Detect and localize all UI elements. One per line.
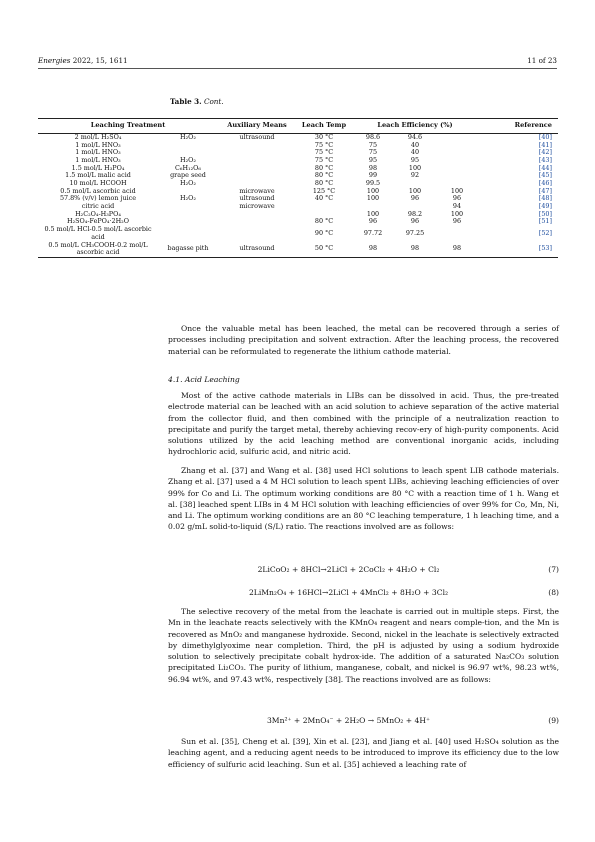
table-cell-aux [218, 157, 296, 165]
table-cell-reagent: grape seed [170, 171, 206, 180]
table-cell-reagent [158, 142, 218, 150]
table-cell-treat: 2 mol/L H₂SO₄ [74, 132, 122, 141]
table-cell-e2: 40 [410, 148, 420, 157]
table-cell-aux: microwave [239, 202, 275, 211]
table-cell-reagent [158, 203, 218, 211]
table-cell-e1: 100 [366, 194, 380, 203]
table-cell-treat: citric acid [81, 202, 115, 211]
equation-8 [168, 588, 559, 600]
table-cell-e3 [436, 149, 478, 157]
equation-8-number: (8) [548, 588, 559, 597]
table-cell-e1: 98 [368, 163, 378, 172]
table-cell-e1: 97.72 [363, 229, 383, 237]
table-cell-ref: [48] [538, 194, 552, 203]
table-cell-aux [218, 142, 296, 150]
paragraph-2: Most of the active cathode materials in LIBs can be dissolved in acid. Thus, the pre-treated electrode material can be leached with an acid solution to achieve separation of the active material from the collector fluid, and then combined with the principle of a neutralization reaction to precipitate and purify the target metal, thereby achieving recov-ery of high-purity components. Acid solutions utilized by the acid leaching method are conventional inorganic acids, including hydrochloric acid, sulfuric acid, and nitric acid. [168, 391, 559, 457]
table-cell-e2: 94.6 [407, 132, 423, 141]
equation-9 [168, 716, 559, 728]
table-header-row [38, 119, 558, 134]
running-header-citation [38, 56, 128, 65]
equation-9-formula: 3Mn²⁺ + 2MnO₄⁻ + 2H₂O → 5MnO₂ + 4H⁺ [266, 716, 431, 725]
table-cell-e1: 96 [368, 217, 378, 226]
table-cell-e3 [436, 133, 478, 141]
col-header: Auxiliary Means [218, 119, 296, 134]
equation-7-formula: 2LiCoO₂ + 8HCl→2LiCl + 2CoCl₂ + 4H₂O + Cl₂ [257, 565, 440, 574]
table-cell-ref: [44] [538, 163, 552, 172]
journal-citation: 2022, 15, 1611 [72, 56, 128, 65]
table-cell-treat: 1 mol/L HNO₃ [75, 155, 121, 164]
table-cell-e2: 98 [394, 242, 436, 258]
table-cell-e2: 96 [410, 194, 420, 203]
table-cell-treat: 1.5 mol/L malic acid [65, 171, 131, 180]
paragraph-3: Zhang et al. [37] and Wang et al. [38] used HCl solutions to leach spent LIB cathode materials. Zhang et al. [37] used a 4 M HCl solution to leach spent LIBs, achieving leaching efficiencies of over 99% for Co and Li. The optimum working conditions are 80 °C with a reaction time of 1 h. Wang et al. [38] leached spent LIBs in 4 M HCl solution with leaching efficiencies of over 99% for Co, Mn, Ni, and Li. The optimum working conditions are an 80 °C leaching temperature, 1 h leaching time, and a 0.02 g/mL solid-to-liquid (S/L) ratio. The reactions involved are as follows: [168, 466, 559, 532]
page-number: 11 of 23 [527, 56, 557, 65]
table-cell-treat: 0.5 mol/L ascorbic acid [60, 186, 136, 195]
table-cell-ref: [49] [538, 202, 552, 211]
table-cell-e1: 95 [368, 155, 378, 164]
table-cell-treat: 10 mol/L HCOOH [69, 179, 127, 188]
table-cell-treat: 57.8% (v/v) lemon juice [59, 194, 137, 203]
table-cell-e3: 98 [436, 242, 478, 258]
table-cell-aux: microwave [239, 186, 275, 195]
section-heading: 4.1. Acid Leaching [168, 375, 240, 384]
equation-8-formula: 2LiMn₂O₄ + 16HCl→2LiCl + 4MnCl₂ + 8H₂O + 3Cl₂ [248, 588, 449, 597]
equation-7-number: (7) [548, 565, 559, 574]
col-header: Reference [478, 119, 558, 134]
table-cell-reagent [158, 211, 218, 219]
table-cell-e3: 100 [450, 209, 464, 218]
table-cell-aux [218, 218, 296, 226]
table-cell-treat: 0.5 mol/L CH₃COOH-0.2 mol/L ascorbic acid [38, 242, 158, 258]
table-cell-treat: H₂SO₄-FePO₄·2H₂O [67, 217, 129, 226]
table-cell-e1: 99.5 [365, 179, 381, 188]
table-cell-e2: 40 [410, 140, 420, 149]
table-cell-reagent: H₂O₂ [180, 179, 196, 188]
table-cell-temp [296, 203, 352, 211]
table-cell-e3 [436, 157, 478, 165]
col-header: Leach Efficiency (%) [352, 119, 478, 134]
table-row [38, 242, 558, 258]
table-cell-reagent: H₂O₂ [180, 155, 196, 164]
table-cell-reagent: C₆H₁₂O₆ [175, 163, 201, 172]
table-cell-temp: 75 °C [314, 148, 334, 157]
paragraph-4: The selective recovery of the metal from the leachate is carried out in multiple steps. First, the Mn in the leachate reacts selectively with the KMnO₄ reagent and nears comple-tion, and the Mn is recovered as MnO₂ and manganese hydroxide. Second, nickel in the leachate is selectively extracted by dimethylglyoxime near completion. Third, the pH is adjusted by using a sodium hydroxide solution to selectively precipitate cobalt hydrox-ide. The addition of a saturated Na₂CO₃ solution precipitated Li₂CO₃. The purity of lithium, manganese, cobalt, and nickel is 96.97 wt%, 98.23 wt%, 96.94 wt%, and 97.43 wt%, respectively [38]. The reactions involved are as follows: [168, 607, 559, 684]
col-header: Leach Temp [296, 119, 352, 134]
table-cell-reagent [158, 218, 218, 226]
table-cell-reagent: bagasse pith [158, 242, 218, 258]
table-cell-ref: [47] [538, 186, 552, 195]
table-cell-e3 [436, 172, 478, 180]
table-cell-treat: 0.5 mol/L HCl-0.5 mol/L ascorbic acid [44, 225, 152, 241]
table-cell-e2: 96 [410, 217, 420, 226]
paragraph-5: Sun et al. [35], Cheng et al. [39], Xin et al. [23], and Jiang et al. [40] used H₂SO₄ solution as the leaching agent, and a reducing agent needs to be introduced to improve its efficiency due to the low efficiency of sulfuric acid leaching. Sun et al. [35] achieved a leaching rate of [168, 737, 559, 769]
table-cell-e3: 100 [450, 186, 464, 195]
table-cell-e2: 100 [408, 186, 422, 195]
table-cell-temp: 80 °C [314, 179, 334, 188]
table-cell-e3 [436, 142, 478, 150]
table-cell-temp: 80 °C [314, 163, 334, 172]
table-cell-temp: 75 °C [314, 140, 334, 149]
table-cell-reagent: H₂O₂ [180, 194, 196, 203]
table-cell-treat: H₂C₂O₄-H₃PO₄ [75, 209, 121, 218]
table-cell-ref: [46] [538, 179, 552, 188]
table-cell-e3 [436, 226, 478, 241]
table-cell-e3: 96 [452, 194, 462, 203]
equation-7 [168, 565, 559, 577]
table-cell-aux [218, 211, 296, 219]
table-cell-e1: 99 [368, 171, 378, 180]
table-cell-ref: [42] [538, 148, 552, 157]
table-cell-e2: 97.25 [405, 229, 425, 237]
table-cell-reagent [158, 226, 218, 241]
table-cell-e1: 98.6 [365, 132, 381, 141]
col-header: Leaching Treatment [38, 119, 218, 134]
table-cell-temp: 90 °C [314, 229, 334, 237]
table-cell-temp: 30 °C [314, 132, 334, 141]
table-cell-e2: 100 [408, 163, 422, 172]
table-cell-e1: 100 [366, 186, 380, 195]
table-cell-e2: 92 [410, 171, 420, 180]
table-cell-e2: 95 [410, 155, 420, 164]
table-row [38, 226, 558, 241]
table-cell-aux [218, 172, 296, 180]
leaching-table [38, 118, 558, 258]
paragraph-1: Once the valuable metal has been leached, the metal can be recovered through a series of processes including precipitation and solvent extraction. After the leaching process, the recovered material can be reformulated to regenerate the lithium cathode material. [168, 324, 559, 356]
table-cell-e1: 75 [368, 140, 378, 149]
table-cell-temp: 75 °C [314, 155, 334, 164]
table-cell-temp: 50 °C [296, 242, 352, 258]
table-cell-ref: [53] [478, 242, 558, 258]
table-cell-ref: [51] [538, 217, 552, 226]
table-cell-e1: 98 [352, 242, 394, 258]
table-caption [170, 97, 224, 106]
table-cont: Cont. [203, 97, 224, 106]
table-label: Table 3. [170, 97, 202, 106]
table-cell-e3: 96 [452, 217, 462, 226]
table-cell-treat: 1.5 mol/L H₃PO₄ [71, 163, 125, 172]
table-cell-e1: 100 [366, 209, 380, 218]
table-cell-aux: ultrasound [239, 132, 275, 141]
table-cell-temp: 125 °C [312, 186, 336, 195]
table-cell-ref: [43] [538, 155, 552, 164]
table-cell-temp: 80 °C [314, 171, 334, 180]
table-cell-e3: 94 [452, 202, 462, 211]
table-cell-temp: 80 °C [314, 217, 334, 226]
table-cell-ref: [50] [538, 209, 552, 218]
table-cell-ref: [40] [538, 132, 552, 141]
table-cell-e3 [436, 165, 478, 173]
equation-9-number: (9) [548, 716, 559, 725]
table-cell-aux [218, 226, 296, 241]
table-row [38, 195, 558, 203]
table-cell-ref: [41] [538, 140, 552, 149]
table-cell-ref: [52] [538, 229, 552, 237]
table-cell-treat: 1 mol/L HNO₃ [75, 140, 121, 149]
table-cell-aux: ultrasound [239, 194, 275, 203]
table-cell-treat: 1 mol/L HNO₃ [75, 148, 121, 157]
journal-name: Energies [38, 56, 71, 65]
table-cell-aux [218, 165, 296, 173]
table-cell-reagent: H₂O₂ [180, 132, 196, 141]
table-cell-e1: 75 [368, 148, 378, 157]
table-cell-temp: 40 °C [314, 194, 334, 203]
table-cell-ref: [45] [538, 171, 552, 180]
header-rule [38, 68, 557, 69]
table-cell-aux [218, 149, 296, 157]
table-cell-aux: ultrasound [218, 242, 296, 258]
table-cell-e2: 98.2 [407, 209, 423, 218]
